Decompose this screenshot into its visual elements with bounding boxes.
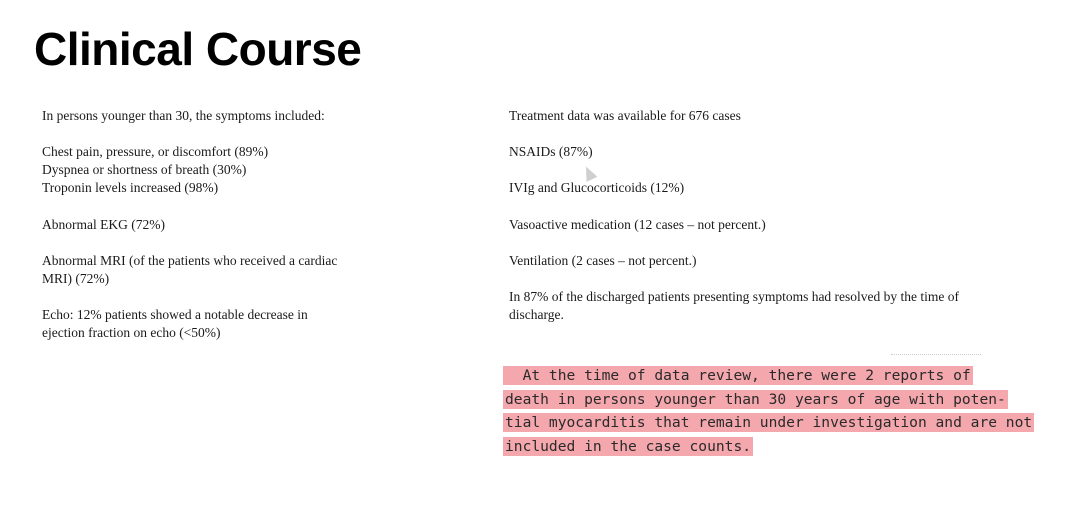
highlighted-callout <box>503 364 1033 458</box>
list-item: discharge. <box>509 307 564 322</box>
callout-line: tial myocarditis that remain under investigation and are not <box>505 414 1033 431</box>
list-item: Abnormal EKG (72%) <box>42 217 165 232</box>
callout-line: included in the case counts. <box>505 437 752 455</box>
list-item: ejection fraction on echo (<50%) <box>42 325 221 340</box>
list-item: In persons younger than 30, the symptoms included: <box>42 108 325 123</box>
list-item: Treatment data was available for 676 cases <box>509 108 741 123</box>
list-item: NSAIDs (87%) <box>509 144 593 159</box>
list-item: Dyspnea or shortness of breath (30%) <box>42 162 247 177</box>
list-item: Chest pain, pressure, or discomfort (89%) <box>42 144 269 159</box>
list-item: Abnormal MRI (of the patients who received a cardiac <box>42 253 338 268</box>
list-item: Echo: 12% patients showed a notable decrease in <box>42 307 308 322</box>
list-item: Ventilation (2 cases – not percent.) <box>509 253 697 268</box>
list-item: IVIg and Glucocorticoids (12%) <box>509 180 685 195</box>
list-item: Troponin levels increased (98%) <box>42 180 219 195</box>
list-item: In 87% of the discharged patients presenting symptoms had resolved by the time of <box>509 289 960 304</box>
callout-line: death in persons younger than 30 years of age with poten- <box>505 390 1006 408</box>
divider <box>891 354 981 361</box>
list-item: Vasoactive medication (12 cases – not percent.) <box>509 217 766 232</box>
list-item: MRI) (72%) <box>42 271 110 286</box>
callout-line: At the time of data review, there were 2 reports of <box>505 367 971 384</box>
slide-title: Clinical Course <box>34 23 362 75</box>
